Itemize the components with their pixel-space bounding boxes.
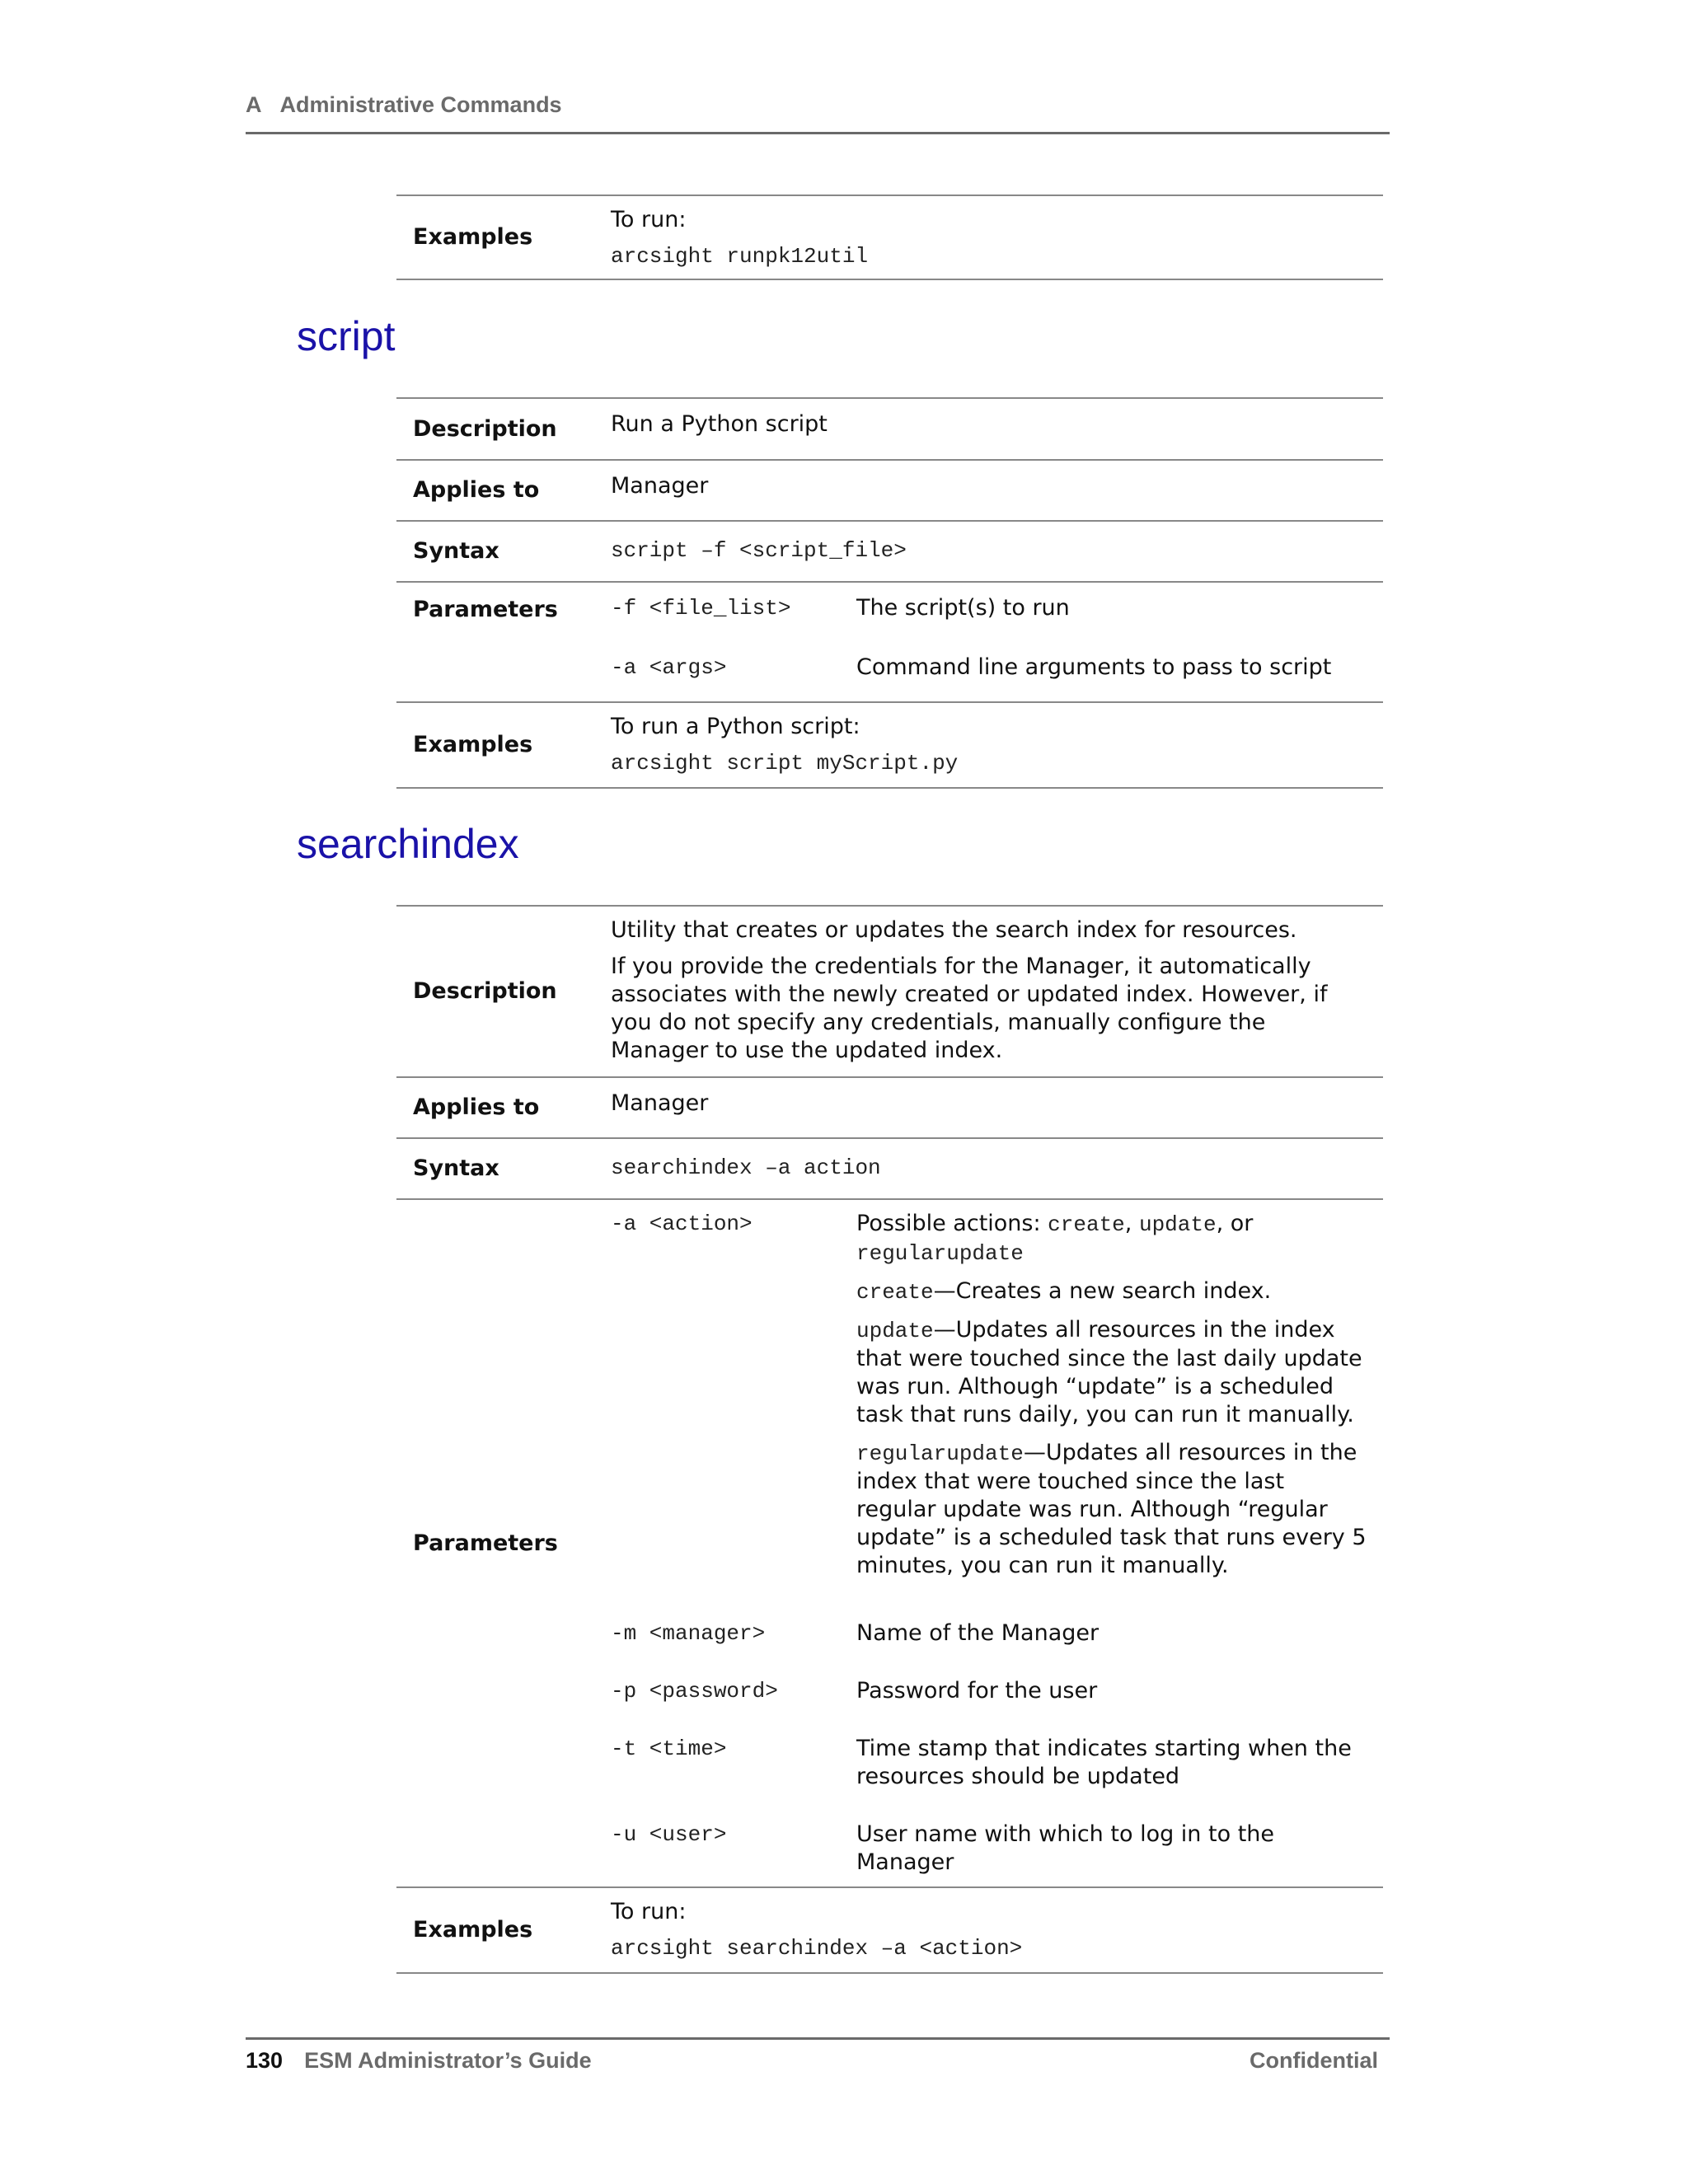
examples-intro: To run: [611, 1899, 687, 1924]
examples-row [396, 702, 1383, 788]
applies-text: Manager [594, 460, 1383, 521]
applies-row [396, 460, 1383, 521]
param-desc: The script(s) to run [856, 595, 1070, 621]
param-flag: -a <action> [611, 1212, 753, 1236]
script-title: script [297, 313, 396, 359]
syntax-row [396, 1138, 1383, 1199]
syntax-code: script –f <script_file> [594, 521, 1383, 582]
param-flag: -m <manager> [611, 1621, 766, 1646]
action-intro: Possible actions: create, update, or regularupdate [856, 1211, 1254, 1266]
update-desc: update—Updates all resources in the index that were touched since the last daily update was run. Although “update” is a scheduled task that runs daily, you can run it manually. [856, 1317, 1362, 1427]
param-desc: Time stamp that indicates starting when the resources should be updated [856, 1736, 1352, 1789]
running-header [246, 92, 1390, 134]
applies-row [396, 1077, 1383, 1138]
guide-title: ESM Administrator’s Guide [304, 2048, 592, 2073]
param-desc: Password for the user [856, 1678, 1098, 1704]
param-flag: -u <user> [611, 1822, 727, 1847]
searchindex-title: searchindex [297, 821, 519, 867]
examples-label: Examples [396, 195, 594, 279]
page-footer [246, 2037, 1390, 2074]
param-desc: Command line arguments to pass to script [856, 654, 1332, 680]
applies-text: Manager [594, 1077, 1383, 1138]
param-flag: -f <file_list> [611, 596, 791, 621]
create-desc: create—Creates a new search index. [856, 1278, 1272, 1305]
syntax-row [396, 521, 1383, 582]
parameters-list [611, 594, 1367, 682]
searchindex-table [396, 905, 1383, 1974]
examples-intro: To run a Python script: [611, 714, 860, 739]
examples-label: Examples [396, 702, 594, 788]
regularupdate-desc: regularupdate—Updates all resources in the index that were touched since the last regular update was run. Although “regular update” is a scheduled task that runs every 5 minutes, you can run it manually. [856, 1440, 1367, 1578]
applies-label: Applies to [396, 1077, 594, 1138]
param-flag: -p <password> [611, 1679, 778, 1704]
appendix-title: Administrative Commands [279, 92, 562, 117]
param-desc: Name of the Manager [856, 1620, 1100, 1646]
description-text: If you provide the credentials for the Manager, it automatically associates with the newly created or updated index. However, if you do not specify any credentials, manually configure the Manager to use the updated index. [611, 954, 1328, 1063]
description-label: Description [396, 906, 594, 1077]
description-row [396, 398, 1383, 460]
examples-row [396, 1887, 1383, 1973]
page-number: 130 [246, 2048, 284, 2073]
param-flag: -a <args> [611, 655, 727, 680]
examples-intro: To run: [611, 207, 687, 232]
examples-row [396, 195, 1383, 279]
examples-code: arcsight runpk12util [611, 244, 869, 269]
parameters-list [611, 1210, 1367, 1877]
parameters-row [396, 1199, 1383, 1887]
parameters-label: Parameters [396, 582, 594, 702]
examples-label: Examples [396, 1887, 594, 1973]
confidential-label: Confidential [1250, 2048, 1378, 2073]
appendix-letter: A [246, 92, 262, 117]
script-table [396, 397, 1383, 789]
examples-code: arcsight script myScript.py [611, 751, 959, 776]
param-flag: -t <time> [611, 1736, 727, 1761]
description-text: Utility that creates or updates the search index for resources. [611, 917, 1297, 943]
syntax-label: Syntax [396, 1138, 594, 1199]
description-row [396, 906, 1383, 1077]
syntax-code: searchindex –a action [594, 1138, 1383, 1199]
applies-label: Applies to [396, 460, 594, 521]
parameters-label: Parameters [396, 1199, 594, 1887]
description-label: Description [396, 398, 594, 460]
examples-code: arcsight searchindex –a <action> [611, 1936, 1023, 1961]
parameters-row [396, 582, 1383, 702]
syntax-label: Syntax [396, 521, 594, 582]
param-desc [856, 1210, 1367, 1590]
description-text: Run a Python script [594, 398, 1383, 460]
param-desc: User name with which to log in to the Manager [856, 1821, 1275, 1875]
runpk12util-table [396, 194, 1383, 280]
